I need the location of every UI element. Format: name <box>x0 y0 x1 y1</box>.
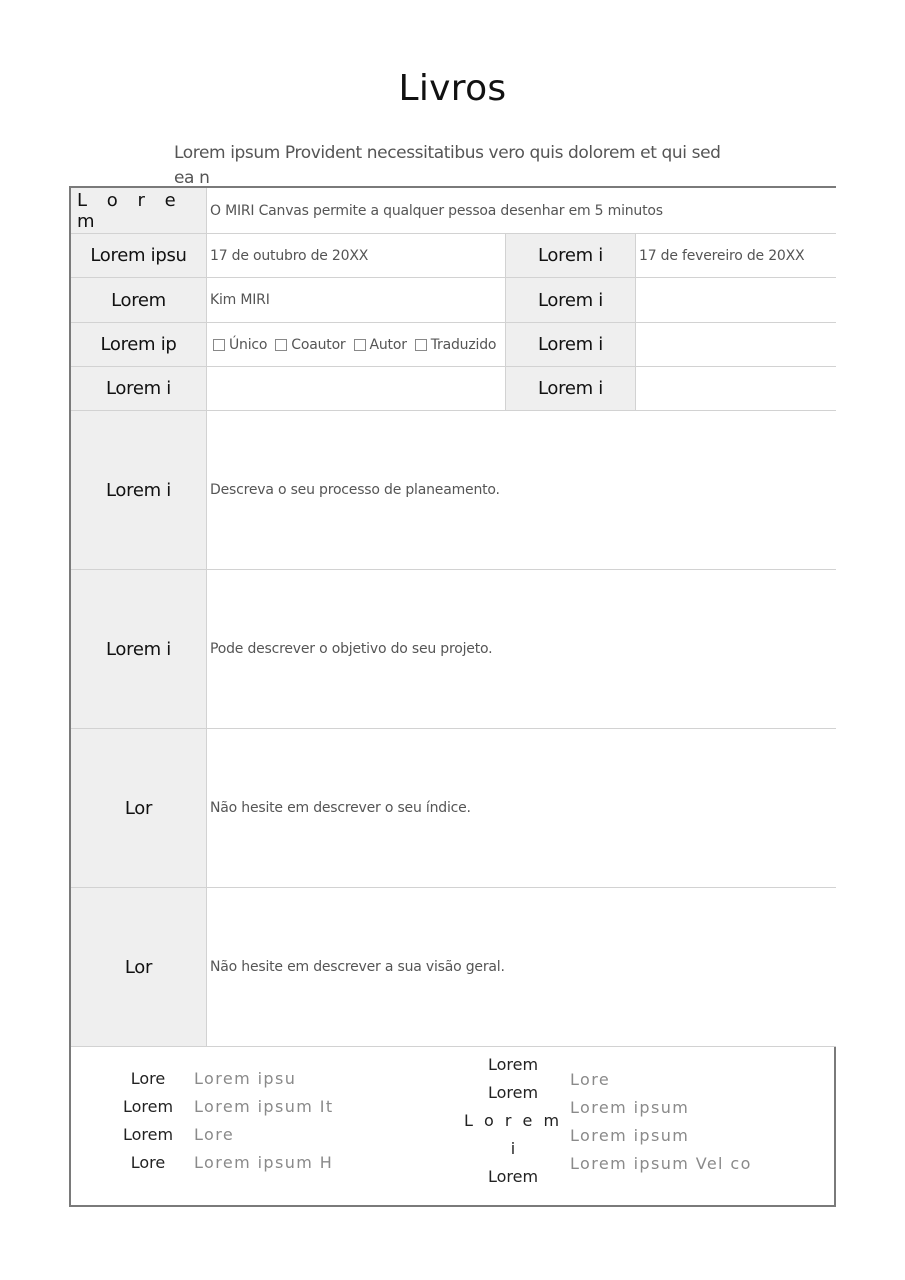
footer-right-label-4: i <box>510 1139 516 1158</box>
row-5-value[interactable] <box>207 367 506 411</box>
footer-left-value-1: Lorem ipsu <box>194 1069 297 1088</box>
footer-left-label-1: Lore <box>130 1069 166 1088</box>
checkbox-icon[interactable] <box>415 339 427 351</box>
row-2-label: Lorem ipsu <box>71 234 207 278</box>
option-traduzido[interactable] <box>411 337 496 353</box>
row-7-label: Lorem i <box>71 570 207 729</box>
row-5-label-2: Lorem i <box>506 367 636 411</box>
option-coautor[interactable] <box>271 337 345 353</box>
row-6-label: Lorem i <box>71 411 207 570</box>
option-unico-label: Único <box>229 336 268 353</box>
footer-left-value-4: Lorem ipsum H <box>194 1153 334 1172</box>
option-unico[interactable] <box>209 337 267 353</box>
option-autor[interactable] <box>350 337 407 353</box>
footer-left-value-2: Lorem ipsum It <box>194 1097 334 1116</box>
project-objective-field[interactable]: Pode descrever o objetivo do seu projeto. <box>207 570 836 729</box>
footer-right-value-3: Lorem ipsum <box>570 1126 690 1145</box>
row-3-label: Lorem <box>71 278 207 323</box>
row-5-value-2[interactable] <box>636 367 836 411</box>
row-4-value-2[interactable] <box>636 323 836 367</box>
option-traduzido-label: Traduzido <box>430 336 497 353</box>
row-8-label: Lor <box>71 729 207 888</box>
option-coautor-label: Coautor <box>291 336 346 353</box>
row-9-label: Lor <box>71 888 207 1047</box>
row-2-label-2: Lorem i <box>506 234 636 278</box>
overview-field[interactable]: Não hesite em descrever a sua visão geral. <box>207 888 836 1047</box>
row-3-label-2: Lorem i <box>506 278 636 323</box>
row-4-label-2: Lorem i <box>506 323 636 367</box>
checkbox-icon[interactable] <box>213 339 225 351</box>
checkbox-icon[interactable] <box>275 339 287 351</box>
row-5-label: Lorem i <box>71 367 207 411</box>
footer-left-label-3: Lorem <box>122 1125 174 1144</box>
footer-right-label-1: Lorem <box>487 1055 539 1074</box>
row-3-value[interactable]: Kim MIRI <box>207 278 506 323</box>
footer-right-value-1: Lore <box>570 1070 611 1089</box>
row-1-label-text: L o r e m <box>77 189 183 232</box>
footer-left-label-4: Lore <box>130 1153 166 1172</box>
footer-section <box>71 1047 836 1207</box>
row-2-value[interactable]: 17 de outubro de 20XX <box>207 234 506 278</box>
index-field[interactable]: Não hesite em descrever o seu índice. <box>207 729 836 888</box>
footer-right-label-5: Lorem <box>487 1167 539 1186</box>
planning-process-field[interactable]: Descreva o seu processo de planeamento. <box>207 411 836 570</box>
row-4-label: Lorem ip <box>71 323 207 367</box>
row-1-value[interactable]: O MIRI Canvas permite a qualquer pessoa desenhar em 5 minutos <box>207 188 836 234</box>
checkbox-icon[interactable] <box>354 339 366 351</box>
footer-right-value-2: Lorem ipsum <box>570 1098 690 1117</box>
row-2-value-2[interactable]: 17 de fevereiro de 20XX <box>636 234 836 278</box>
row-3-value-2[interactable] <box>636 278 836 323</box>
page-title: Livros <box>398 68 507 109</box>
book-form-table <box>69 186 836 1207</box>
footer-right-value-4: Lorem ipsum Vel co <box>570 1154 752 1173</box>
footer-left-label-2: Lorem <box>122 1097 174 1116</box>
role-options <box>207 323 506 367</box>
option-autor-label: Autor <box>369 336 407 353</box>
row-1-label <box>71 188 207 234</box>
footer-left-value-3: Lore <box>194 1125 235 1144</box>
footer-right-label-2: Lorem <box>487 1083 539 1102</box>
page-subtitle: Lorem ipsum Provident necessitatibus vero quis dolorem et qui sed ea n <box>174 143 721 188</box>
footer-right-label-3: L o r e m <box>463 1111 563 1130</box>
